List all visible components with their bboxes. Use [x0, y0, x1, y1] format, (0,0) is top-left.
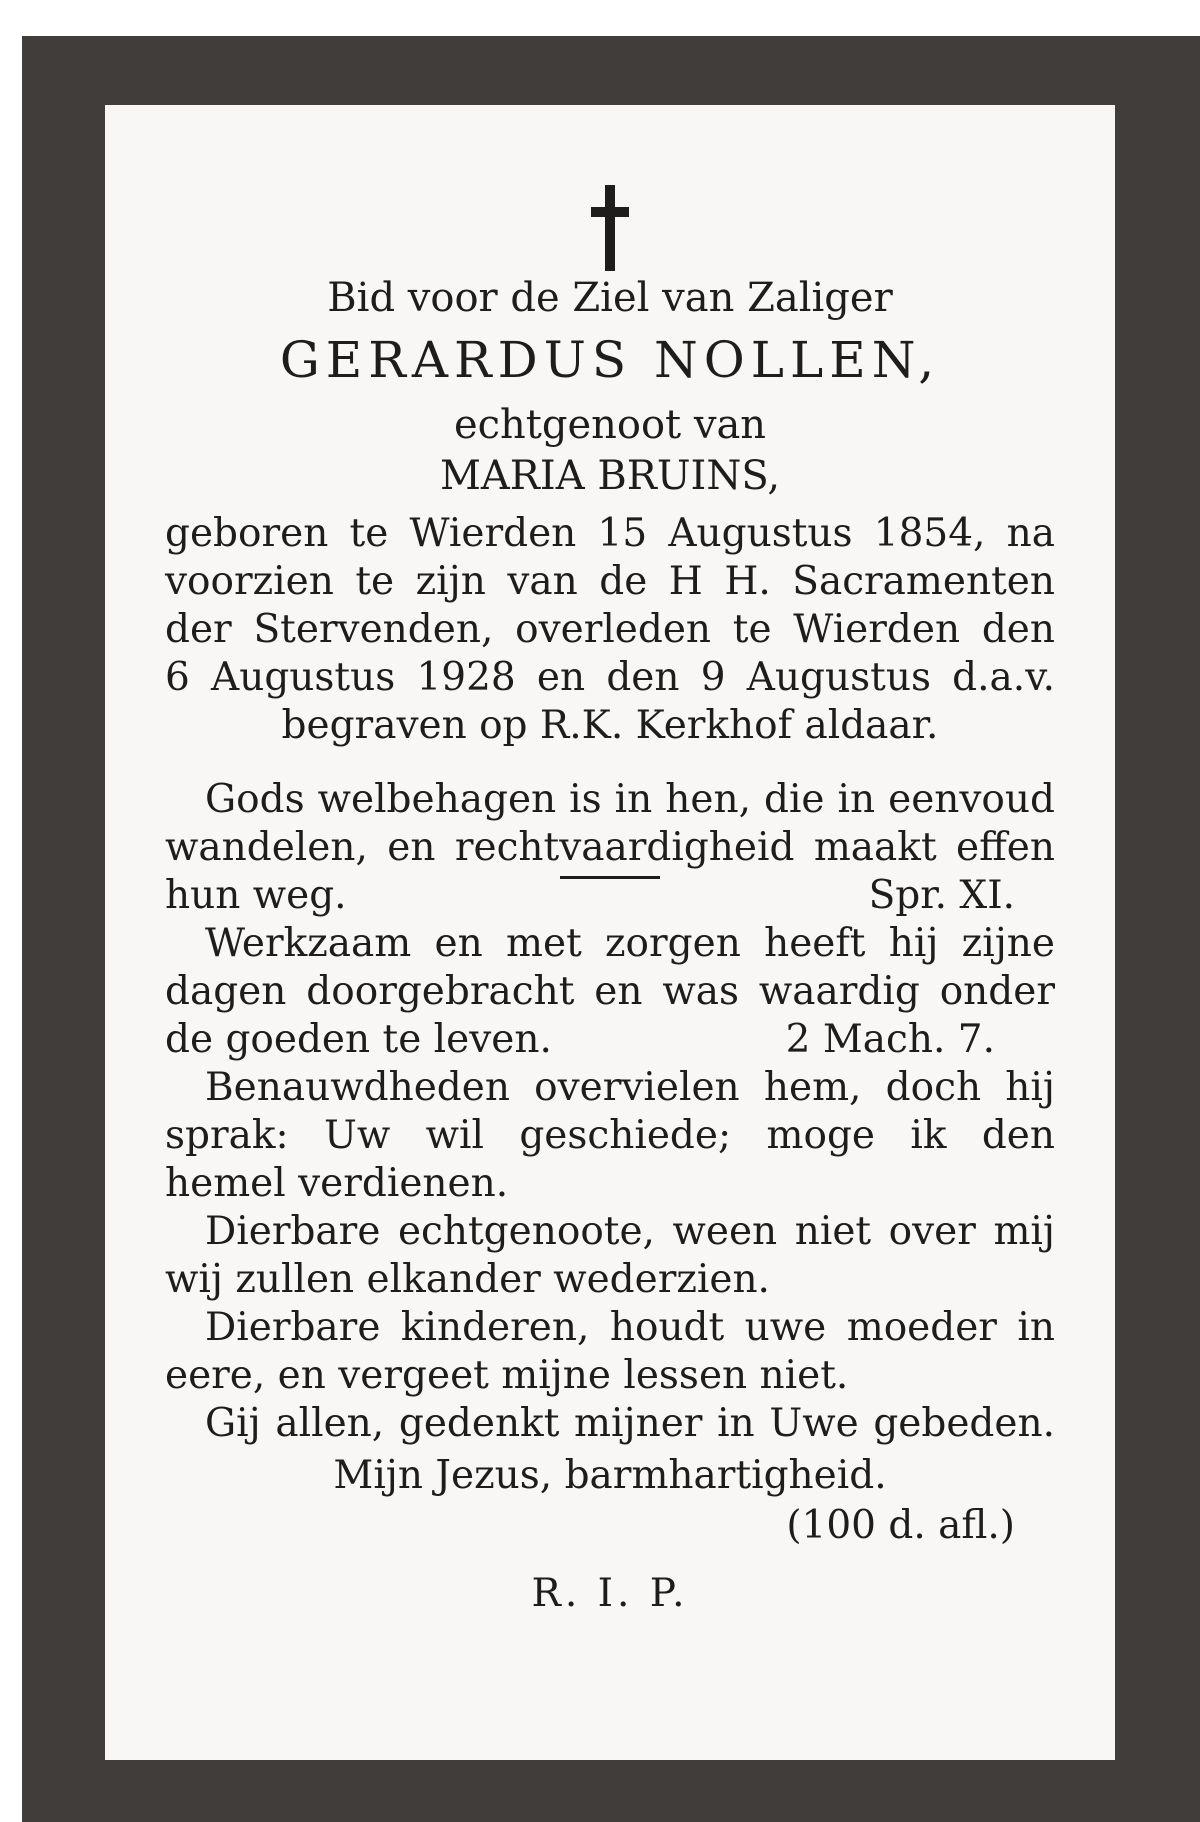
biography-line: 6 Augustus 1928 en den 9 Augustus d.a.v. — [165, 655, 1055, 700]
verse-line-end: de goeden te leven. — [165, 1017, 552, 1062]
verse-line: wij zullen elkander wederzien. — [165, 1257, 770, 1302]
verse-line: hemel verdienen. — [165, 1161, 509, 1206]
verse-line: Werkzaam en met zorgen heeft hij zijne — [205, 921, 1055, 966]
scripture-reference: Spr. XI. — [868, 873, 1015, 918]
verse-line: sprak: Uw wil geschiede; moge ik den — [165, 1113, 1055, 1158]
indulgence-note: (100 d. afl.) — [786, 1503, 1015, 1548]
verse-line: dagen doorgebracht en was waardig onder — [165, 969, 1055, 1014]
prayer-heading: Bid voor de Ziel van Zaliger — [327, 275, 893, 321]
verse-line: eere, en vergeet mijne lessen niet. — [165, 1353, 849, 1398]
memorial-card-border — [22, 36, 1200, 1822]
verse-line: Dierbare kinderen, houdt uwe moeder in — [205, 1305, 1055, 1350]
rip-inscription: R. I. P. — [531, 1571, 689, 1616]
verse-line: wandelen, en rechtvaardigheid maakt effen — [165, 825, 1055, 870]
verse-line-end: hun weg. — [165, 873, 347, 918]
verse-line: Dierbare echtgenoote, ween niet over mij — [205, 1209, 1055, 1254]
verse-line: Gods welbehagen is in hen, die in eenvoud — [205, 777, 1055, 822]
verse-line: Benauwdheden overvielen hem, doch hij — [205, 1065, 1055, 1110]
biography-line: voorzien te zijn van de H H. Sacramenten — [165, 559, 1055, 604]
deceased-name: GERARDUS NOLLEN, — [279, 331, 941, 389]
verse-line: Gij allen, gedenkt mijner in Uwe gebeden. — [205, 1401, 1055, 1446]
biography-line: begraven op R.K. Kerkhof aldaar. — [281, 703, 939, 748]
spouse-intro: echtgenoot van — [453, 402, 767, 448]
biography-line: geboren te Wierden 15 Augustus 1854, na — [165, 511, 1055, 556]
closing-prayer: Mijn Jezus, barmhartigheid. — [333, 1453, 887, 1498]
biography-line: der Stervenden, overleden te Wierden den — [165, 607, 1055, 652]
memorial-card — [105, 105, 1115, 1760]
verse-reference-line — [165, 873, 1055, 918]
spouse-name: MARIA BRUINS, — [439, 453, 781, 499]
verse-reference-line — [165, 1017, 1055, 1062]
scripture-reference: 2 Mach. 7. — [785, 1017, 995, 1062]
